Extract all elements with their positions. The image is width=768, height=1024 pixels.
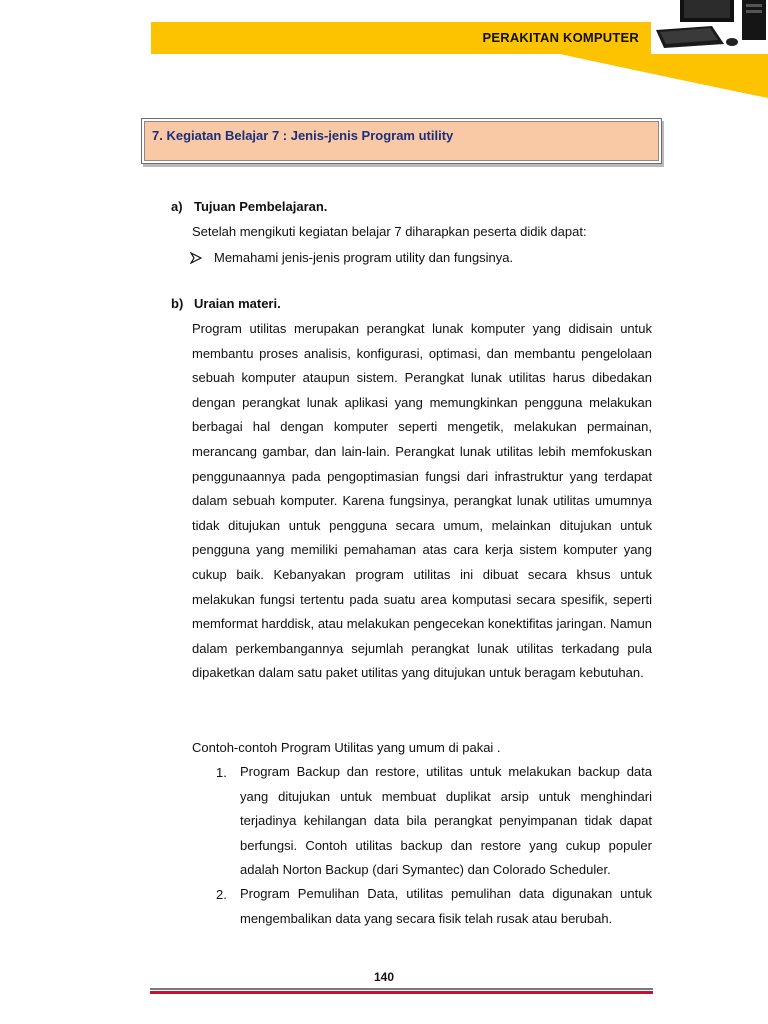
part-a-heading: Tujuan Pembelajaran.	[194, 199, 328, 214]
list-item-1-text: Program Backup dan restore, utilitas untuk melakukan backup data yang ditujukan untuk membuat duplikat arsip untuk menghindari terjadinya kehilangan data bila perangkat penyimpanan tidak dapat berfungsi. Contoh utilitas backup dan restore yang cukup populer adalah Norton Backup (dari Symantec) dan Colorado Scheduler.	[240, 764, 652, 878]
footer-rule-gray	[150, 988, 653, 990]
body-paragraph: Program utilitas merupakan perangkat lunak komputer yang didisain untuk membantu proses analisis, konfigurasi, optimasi, dan membantu pengelolaan sebuah komputer ataupun sistem. Perangkat lunak utilitas harus dibedakan dengan perangkat lunak aplikasi yang memungkinkan pengguna melakukan berbagai hal dengan komputer seperti mengetik, melakukan permainan, merancang gambar, dan lain-lain. Perangkat lunak utilitas lebih memfokuskan penggunaannya pada pengoptimasian fungsi dari infrastruktur yang terdapat dalam sebuah komputer. Karena fungsinya, perangkat lunak utilitas umumnya tidak ditujukan untuk pengguna secara umum, melainkan ditujukan untuk pengguna yang memiliki pemahaman atas cara kerja sistem komputer yang cukup baik. Kebanyakan program utilitas ini dibuat secara khsus untuk melakukan fungsi tertentu pada suatu area komputasi secara spesifik, seperti memformat harddisk, atau melakukan pengecekan konektifitas jaringan. Namun dalam perkembangannya sejumlah perangkat lunak utilitas terkadang pula dipaketkan dalam satu paket utilitas yang ditujukan untuk beragam kebutuhan.	[192, 321, 652, 681]
part-b-letter: b)	[171, 296, 184, 311]
part-a-bullet-text: Memahami jenis-jenis program utility dan fungsinya.	[214, 250, 514, 265]
header-bar	[151, 22, 651, 54]
computer-illustration	[650, 0, 768, 52]
part-a-letter: a)	[171, 199, 183, 214]
header-title: PERAKITAN KOMPUTER	[482, 30, 639, 45]
list-item-2-number: 2.	[216, 887, 227, 902]
examples-intro: Contoh-contoh Program Utilitas yang umum di pakai .	[192, 740, 501, 755]
arrow-bullet-icon	[190, 252, 202, 264]
page-number: 140	[373, 970, 395, 984]
list-item-2-text: Program Pemulihan Data, utilitas pemulihan data digunakan untuk mengembalikan data yang secara fisik telah rusak atau berubah.	[240, 886, 652, 926]
part-b-heading: Uraian materi.	[194, 296, 281, 311]
footer-rule-red	[150, 991, 653, 994]
part-a-intro: Setelah mengikuti kegiatan belajar 7 diharapkan peserta didik dapat:	[192, 224, 587, 239]
list-item-1-number: 1.	[216, 765, 227, 780]
section-title: 7. Kegiatan Belajar 7 : Jenis-jenis Program utility	[152, 128, 454, 143]
section-title-box	[141, 118, 662, 164]
